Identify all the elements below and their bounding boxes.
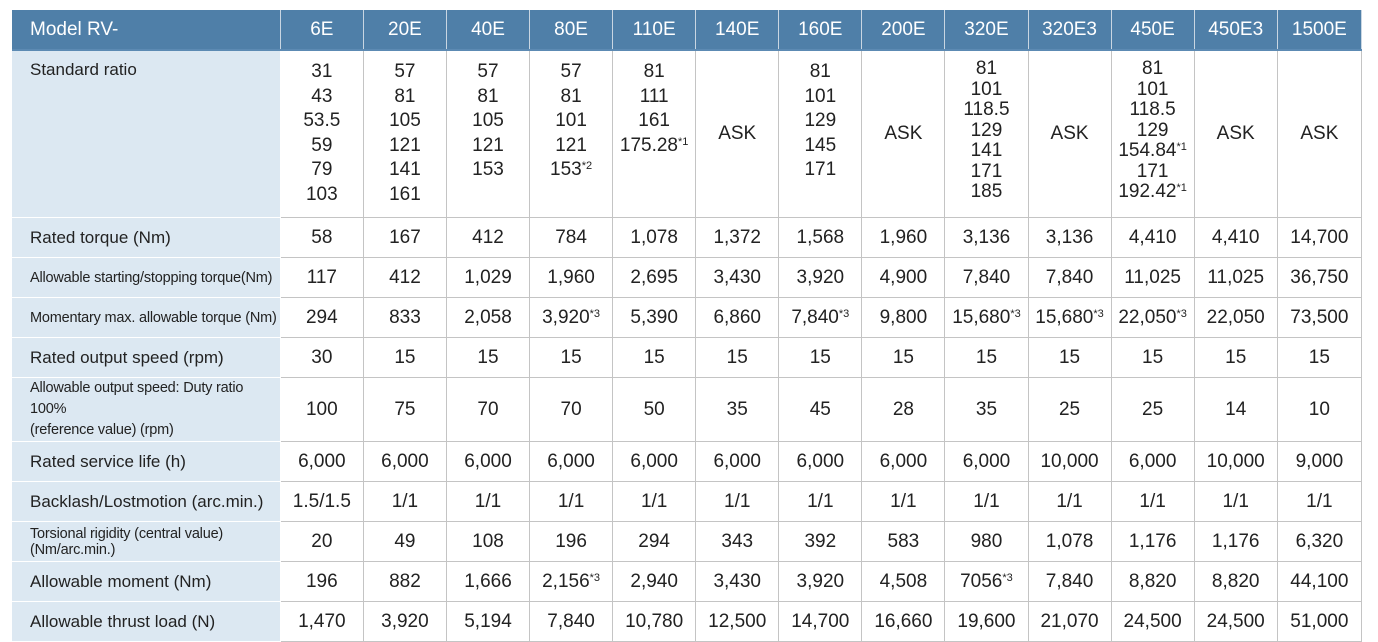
row-label-line: Allowable output speed: Duty ratio 100% (30, 380, 244, 417)
ratio-value: 171 (804, 159, 837, 180)
ratio-cell-40e (446, 50, 529, 218)
ratio-list (364, 60, 446, 207)
table-cell: 117 (280, 258, 363, 298)
ratio-cell-320e3 (1028, 50, 1111, 218)
ratio-value: 81 (477, 85, 499, 107)
table-cell: 2,940 (613, 562, 696, 602)
ratio-value: 171 (970, 160, 1003, 182)
ratio-value: 161 (638, 110, 670, 131)
table-cell: 14 (1194, 378, 1277, 442)
table-cell: 6,000 (363, 442, 446, 482)
table-cell: 12,500 (696, 602, 779, 642)
ratio-list (945, 59, 1027, 203)
ratio-value: 43 (311, 85, 333, 107)
table-cell: 3,430 (696, 562, 779, 602)
table-cell: 15 (530, 338, 613, 378)
table-cell: 10,000 (1194, 442, 1277, 482)
table-cell: 7056$^{*3}$ (945, 562, 1028, 602)
row-label: Backlash/Lostmotion (arc.min.) (12, 482, 280, 522)
ratio-value: 121 (472, 134, 504, 156)
table-cell: 1,078 (1028, 522, 1111, 562)
table-cell: 5,194 (446, 602, 529, 642)
table-cell: 392 (779, 522, 862, 562)
table-cell: 1,666 (446, 562, 529, 602)
table-cell: 196 (530, 522, 613, 562)
header-model-80e: 80E (530, 10, 613, 50)
ratio-value: 185 (970, 181, 1003, 202)
table-cell: 833 (363, 298, 446, 338)
ratio-value: ASK (1216, 122, 1255, 144)
footnote-marker: *3 (1002, 571, 1013, 584)
ratio-value: 118.5 (963, 99, 1010, 120)
table-cell: 1,176 (1194, 522, 1277, 562)
table-cell: 49 (363, 522, 446, 562)
ratio-cell-140e (696, 50, 779, 218)
table-cell: 6,000 (696, 442, 779, 482)
table-cell: 3,430 (696, 258, 779, 298)
table-cell: 1,029 (446, 258, 529, 298)
ratio-list (613, 60, 695, 158)
table-cell: 1,960 (530, 258, 613, 298)
table-cell: 15,680$^{*3}$ (945, 298, 1028, 338)
ratio-value: 79 (311, 159, 333, 180)
table-cell: 24,500 (1111, 602, 1194, 642)
ratio-value: 81 (975, 58, 998, 79)
table-cell: 7,840 (1028, 258, 1111, 298)
table-cell: 294 (280, 298, 363, 338)
ratio-value: 129 (1136, 119, 1169, 141)
table-cell: 10,000 (1028, 442, 1111, 482)
table-cell: 100 (280, 378, 363, 442)
table-cell: 3,920 (779, 258, 862, 298)
header-model-140e: 140E (696, 10, 779, 50)
ratio-value: 105 (389, 110, 421, 131)
ratio-value: 153$^{*2}$ (550, 159, 593, 180)
table-cell: 3,136 (945, 218, 1028, 258)
row-label: Standard ratio (12, 50, 280, 218)
table-cell: 15 (779, 338, 862, 378)
table-cell: 343 (696, 522, 779, 562)
header-model-320e: 320E (945, 10, 1028, 50)
table-cell: 6,000 (446, 442, 529, 482)
table-cell: 4,410 (1194, 218, 1277, 258)
table-cell: 196 (280, 562, 363, 602)
ratio-list (1029, 122, 1111, 147)
row-label: Allowable thrust load (N) (12, 602, 280, 642)
header-model-20e: 20E (363, 10, 446, 50)
table-cell: 4,508 (862, 562, 945, 602)
ratio-value: 121 (555, 134, 587, 156)
table-cell: 15 (1277, 338, 1361, 378)
table-cell: 10,780 (613, 602, 696, 642)
ratio-value: 171 (1136, 160, 1169, 182)
ratio-value: 101 (1136, 78, 1169, 100)
ratio-value: 121 (389, 134, 421, 156)
ratio-cell-450e3 (1194, 50, 1277, 218)
ratio-value: 111 (639, 85, 669, 107)
spec-table (12, 10, 1362, 642)
ratio-list (779, 60, 861, 183)
table-cell: 15,680$^{*3}$ (1028, 298, 1111, 338)
ratio-list (696, 122, 778, 147)
ratio-value: 53.5 (303, 110, 341, 131)
table-cell: 75 (363, 378, 446, 442)
ratio-cell-200e (862, 50, 945, 218)
table-cell: 108 (446, 522, 529, 562)
table-cell: 4,410 (1111, 218, 1194, 258)
ratio-list (281, 60, 363, 207)
table-cell: 9,800 (862, 298, 945, 338)
table-cell: 882 (363, 562, 446, 602)
table-cell: 3,920 (779, 562, 862, 602)
table-cell: 73,500 (1277, 298, 1361, 338)
ratio-cell-110e (613, 50, 696, 218)
table-row (12, 298, 1362, 338)
table-cell: 35 (945, 378, 1028, 442)
table-cell: 58 (280, 218, 363, 258)
spec-table-container (12, 10, 1362, 642)
row-label-line: (reference value) (rpm) (30, 422, 174, 438)
table-cell: 20 (280, 522, 363, 562)
footnote-marker: *1 (1176, 141, 1187, 153)
table-row (12, 378, 1362, 442)
ratio-value: ASK (1300, 122, 1339, 144)
table-cell: 15 (613, 338, 696, 378)
table-row (12, 482, 1362, 522)
table-cell: 45 (779, 378, 862, 442)
ratio-value: 141 (970, 140, 1003, 161)
table-cell: 1/1 (696, 482, 779, 522)
table-cell: 3,136 (1028, 218, 1111, 258)
row-label: Rated torque (Nm) (12, 218, 280, 258)
ratio-value: ASK (718, 122, 757, 144)
header-model-40e: 40E (446, 10, 529, 50)
footnote-marker: *3 (1176, 307, 1187, 320)
table-cell: 15 (363, 338, 446, 378)
ratio-value: 118.5 (1129, 99, 1176, 120)
table-cell: 412 (363, 258, 446, 298)
table-cell: 1,470 (280, 602, 363, 642)
ratio-value: 81 (809, 61, 831, 82)
row-label: Allowable moment (Nm) (12, 562, 280, 602)
ratio-value: ASK (884, 122, 923, 144)
ratio-list (862, 122, 944, 147)
table-cell: 1/1 (945, 482, 1028, 522)
table-cell: 25 (1111, 378, 1194, 442)
table-cell: 7,840 (530, 602, 613, 642)
ratio-cell-450e (1111, 50, 1194, 218)
table-cell: 1/1 (613, 482, 696, 522)
ratio-cell-320e (945, 50, 1028, 218)
row-label (12, 378, 280, 442)
ratio-value: 105 (472, 110, 504, 131)
table-cell: 7,840$^{*3}$ (779, 298, 862, 338)
table-row (12, 522, 1362, 562)
ratio-value: 141 (389, 159, 421, 180)
table-cell: 6,320 (1277, 522, 1361, 562)
table-cell: 15 (1111, 338, 1194, 378)
table-cell: 28 (862, 378, 945, 442)
ratio-list (447, 60, 529, 183)
table-cell: 6,000 (530, 442, 613, 482)
ratio-value: 81 (394, 85, 416, 107)
table-cell: 11,025 (1194, 258, 1277, 298)
table-cell: 784 (530, 218, 613, 258)
header-model-160e: 160E (779, 10, 862, 50)
ratio-value: 103 (305, 183, 338, 205)
table-cell: 15 (1028, 338, 1111, 378)
ratio-value: 153 (472, 159, 504, 180)
table-cell: 24,500 (1194, 602, 1277, 642)
table-cell: 6,000 (945, 442, 1028, 482)
ratio-value: 129 (804, 110, 837, 131)
row-label: Rated output speed (rpm) (12, 338, 280, 378)
ratio-cell-80e (530, 50, 613, 218)
row-label: Momentary max. allowable torque (Nm) (12, 298, 280, 338)
ratio-value: 81 (1142, 58, 1164, 79)
table-cell: 21,070 (1028, 602, 1111, 642)
table-cell: 294 (613, 522, 696, 562)
table-cell: 70 (530, 378, 613, 442)
table-cell: 70 (446, 378, 529, 442)
footnote-marker: *2 (581, 160, 593, 172)
table-cell: 1,078 (613, 218, 696, 258)
table-cell: 35 (696, 378, 779, 442)
row-label: Torsional rigidity (central value) (Nm/arc.min.) (12, 522, 280, 562)
ratio-cell-160e (779, 50, 862, 218)
table-cell: 15 (446, 338, 529, 378)
table-cell: 1/1 (1111, 482, 1194, 522)
ratio-value: 101 (804, 85, 837, 107)
table-cell: 14,700 (1277, 218, 1361, 258)
header-model-450e: 450E (1111, 10, 1194, 50)
table-cell: 7,840 (945, 258, 1028, 298)
table-row (12, 602, 1362, 642)
table-cell: 51,000 (1277, 602, 1361, 642)
table-cell: 1/1 (1194, 482, 1277, 522)
table-cell: 50 (613, 378, 696, 442)
footnote-marker: *3 (838, 307, 850, 320)
table-cell: 1/1 (1028, 482, 1111, 522)
ratio-value: 57 (477, 61, 499, 82)
footnote-marker: *3 (589, 307, 601, 320)
table-cell: 8,820 (1194, 562, 1277, 602)
table-row (12, 218, 1362, 258)
table-cell: 1,960 (862, 218, 945, 258)
row-label: Allowable starting/stopping torque(Nm) (12, 258, 280, 298)
footnote-marker: *3 (1093, 307, 1104, 320)
ratio-list (1112, 59, 1194, 203)
table-row (12, 338, 1362, 378)
header-model-200e: 200E (862, 10, 945, 50)
table-row (12, 562, 1362, 602)
table-cell: 10 (1277, 378, 1361, 442)
table-cell: 7,840 (1028, 562, 1111, 602)
table-cell: 1/1 (862, 482, 945, 522)
header-model-1500e: 1500E (1277, 10, 1361, 50)
table-row (12, 258, 1362, 298)
ratio-value: 81 (643, 61, 665, 82)
table-cell: 15 (696, 338, 779, 378)
ratio-value: 57 (394, 61, 416, 82)
header-model-110e: 110E (613, 10, 696, 50)
ratio-value: ASK (1050, 122, 1089, 144)
table-cell: 22,050$^{*3}$ (1111, 298, 1194, 338)
table-cell: 6,000 (280, 442, 363, 482)
table-cell: 2,695 (613, 258, 696, 298)
table-cell: 15 (1194, 338, 1277, 378)
table-cell: 1/1 (779, 482, 862, 522)
row-label: Rated service life (h) (12, 442, 280, 482)
ratio-value: 81 (560, 85, 582, 107)
table-cell: 6,000 (779, 442, 862, 482)
table-cell: 15 (945, 338, 1028, 378)
ratio-value: 31 (311, 61, 333, 82)
table-cell: 1/1 (1277, 482, 1361, 522)
table-cell: 1,176 (1111, 522, 1194, 562)
ratio-value: 192.42$^{*1}$ (1118, 181, 1187, 202)
table-cell: 9,000 (1277, 442, 1361, 482)
ratio-value: 145 (804, 134, 837, 156)
ratio-value: 101 (555, 110, 587, 131)
table-cell: 1.5/1.5 (280, 482, 363, 522)
table-cell: 2,058 (446, 298, 529, 338)
table-cell: 1/1 (363, 482, 446, 522)
table-row (12, 442, 1362, 482)
ratio-value: 161 (389, 183, 421, 205)
ratio-cell-6e (280, 50, 363, 218)
table-cell: 6,000 (613, 442, 696, 482)
table-cell: 1,372 (696, 218, 779, 258)
table-cell: 25 (1028, 378, 1111, 442)
header-model-450e3: 450E3 (1194, 10, 1277, 50)
ratio-cell-20e (363, 50, 446, 218)
table-cell: 6,000 (862, 442, 945, 482)
table-cell: 1,568 (779, 218, 862, 258)
ratio-value: 129 (970, 119, 1003, 141)
table-cell: 11,025 (1111, 258, 1194, 298)
table-cell: 980 (945, 522, 1028, 562)
ratio-list (530, 60, 612, 183)
table-cell: 36,750 (1277, 258, 1361, 298)
table-cell: 14,700 (779, 602, 862, 642)
table-cell: 8,820 (1111, 562, 1194, 602)
ratio-value: 101 (970, 78, 1003, 100)
table-cell: 22,050 (1194, 298, 1277, 338)
table-cell: 15 (862, 338, 945, 378)
table-cell: 412 (446, 218, 529, 258)
ratio-value: 59 (311, 134, 333, 156)
table-cell: 19,600 (945, 602, 1028, 642)
footnote-marker: *1 (678, 135, 689, 148)
header-row (12, 10, 1362, 50)
table-cell: 1/1 (530, 482, 613, 522)
table-cell: 583 (862, 522, 945, 562)
header-model-6e: 6E (280, 10, 363, 50)
table-body (12, 50, 1362, 642)
ratio-value: 154.84$^{*1}$ (1118, 140, 1187, 161)
ratio-value: 175.28$^{*1}$ (619, 134, 689, 156)
table-cell: 5,390 (613, 298, 696, 338)
footnote-marker: *1 (1176, 182, 1187, 194)
footnote-marker: *3 (589, 571, 601, 584)
ratio-list (1195, 122, 1277, 147)
table-cell: 30 (280, 338, 363, 378)
table-row-standard-ratio (12, 50, 1362, 218)
table-cell: 1/1 (446, 482, 529, 522)
ratio-value: 57 (560, 61, 582, 82)
table-cell: 6,860 (696, 298, 779, 338)
header-model-label: Model RV- (12, 10, 280, 50)
ratio-list (1278, 122, 1361, 147)
table-cell: 3,920$^{*3}$ (530, 298, 613, 338)
table-cell: 44,100 (1277, 562, 1361, 602)
ratio-cell-1500e (1277, 50, 1361, 218)
table-cell: 167 (363, 218, 446, 258)
header-model-320e3: 320E3 (1028, 10, 1111, 50)
table-cell: 2,156$^{*3}$ (530, 562, 613, 602)
table-cell: 16,660 (862, 602, 945, 642)
table-cell: 6,000 (1111, 442, 1194, 482)
table-cell: 3,920 (363, 602, 446, 642)
footnote-marker: *3 (1010, 307, 1021, 320)
table-cell: 4,900 (862, 258, 945, 298)
